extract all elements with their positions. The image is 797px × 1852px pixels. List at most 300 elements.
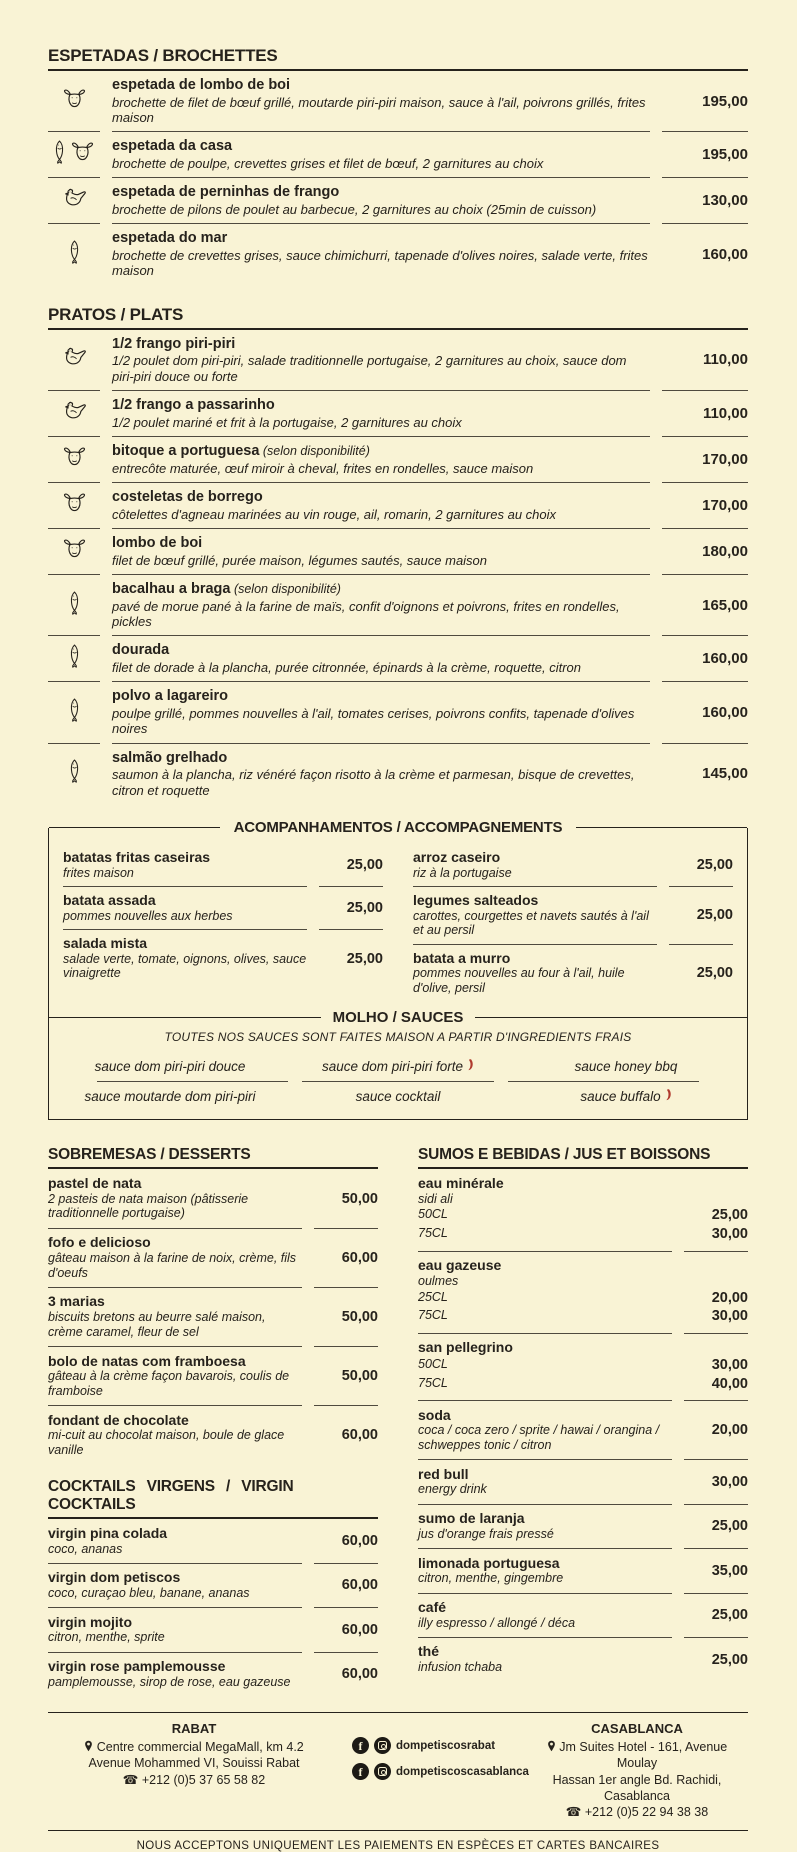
sauce-item — [291, 1088, 505, 1104]
item-text — [48, 1570, 302, 1600]
menu-item — [48, 1608, 378, 1651]
separator-line — [662, 223, 748, 224]
rabat-phone-number: +212 (0)5 37 65 58 82 — [141, 1772, 266, 1787]
espetadas-item-list — [48, 71, 748, 285]
casablanca-address-line-2: Hassan 1er angle Bd. Rachidi, Casablanca — [552, 1772, 722, 1803]
menu-item — [413, 887, 733, 944]
item-name: batata a murro — [413, 949, 511, 966]
item-description: biscuits bretons au beurre salé maison, crème caramel, fleur de sel — [48, 1310, 266, 1339]
item-price: 25,00 — [711, 1607, 748, 1624]
divider-line — [49, 827, 220, 828]
menu-item — [48, 1653, 378, 1696]
separator-line — [48, 574, 100, 575]
separator-line — [63, 929, 307, 930]
item-name-line — [112, 750, 650, 767]
item-name-line — [112, 397, 650, 414]
item-price: 60,00 — [341, 1621, 378, 1638]
item-description: filet de dorade à la plancha, purée citronnée, épinards à la crème, roquette, citron — [112, 659, 582, 675]
separator-line — [684, 1400, 748, 1401]
separator-line — [63, 886, 307, 887]
separator-line — [418, 1459, 672, 1460]
separator-line — [662, 482, 748, 483]
separator-line — [684, 1251, 748, 1252]
separator-line — [48, 177, 100, 178]
item-name: batatas fritas caseiras — [63, 848, 211, 865]
menu-item — [48, 1519, 378, 1562]
item-name: bitoque a portuguesa — [112, 442, 260, 459]
section-drinks — [418, 1146, 748, 1681]
item-text — [48, 1294, 302, 1339]
separator-line — [48, 482, 100, 483]
item-price: 25,00 — [346, 857, 383, 874]
item-text — [112, 750, 650, 798]
item-description: brochette de filet de bœuf grillé, moutarde piri-piri maison, sauce à l'ail, poivrons grillés, frites maison — [112, 94, 646, 125]
separator-line — [418, 1504, 672, 1505]
item-name: virgin pina colada — [48, 1524, 168, 1541]
menu-item — [48, 529, 748, 574]
separator-line — [97, 1081, 288, 1082]
item-price: 50,00 — [341, 1308, 378, 1325]
separator-line — [48, 1287, 302, 1288]
item-separator — [413, 944, 733, 945]
fish-icon — [68, 238, 81, 271]
separator-line — [112, 574, 650, 575]
item-description: oulmes — [418, 1273, 459, 1288]
item-name-line — [112, 489, 650, 506]
item-icons — [48, 446, 100, 473]
location-rabat — [48, 1721, 340, 1788]
sauce-row — [63, 1082, 733, 1111]
item-separator — [48, 574, 748, 575]
item-description: brochette de pilons de poulet au barbecue, 2 garnitures au choix (25min de cuisson) — [112, 202, 597, 217]
item-separator — [48, 390, 748, 391]
item-name: batata assada — [63, 892, 156, 909]
item-name: espetada da casa — [112, 138, 233, 155]
separator-line — [112, 177, 650, 178]
sauce-item — [63, 1088, 277, 1104]
menu-item — [48, 682, 748, 742]
item-price: 170,00 — [702, 496, 748, 514]
separator-line — [662, 574, 748, 575]
item-note: (selon disponibilité) — [259, 443, 370, 458]
item-icons — [48, 138, 100, 171]
section-pratos — [48, 305, 748, 804]
menu-item — [418, 1252, 748, 1333]
item-text — [112, 230, 650, 278]
item-price: 160,00 — [702, 650, 748, 668]
separator-line — [662, 436, 748, 437]
item-description: pommes nouvelles au four à l'ail, huile d'olive, persil — [413, 966, 625, 995]
separator-line — [418, 1400, 672, 1401]
separator-line — [48, 528, 100, 529]
item-text — [48, 1354, 302, 1399]
item-text — [48, 1176, 302, 1221]
item-description: filet de bœuf grillé, purée maison, légumes sautés, sauce maison — [112, 552, 488, 568]
separator-line — [112, 482, 650, 483]
separator-line — [48, 1228, 302, 1229]
item-description: 1/2 poulet dom piri-piri, salade traditionnelle portugaise, 2 garnitures au choix, sauce dom piri-piri douce ou forte — [112, 353, 627, 384]
sauce-name: sauce dom piri-piri douce — [94, 1058, 246, 1074]
pratos-item-list — [48, 330, 748, 804]
separator-line — [112, 743, 650, 744]
separator-line — [662, 177, 748, 178]
menu-item — [48, 483, 748, 528]
item-description: pavé de morue pané à la farine de maïs, confit d'oignons et poivrons, frites en rondelles, pickles — [112, 598, 620, 629]
fish-icon — [68, 696, 81, 729]
item-separator — [48, 1607, 378, 1608]
rabat-phone — [48, 1772, 340, 1789]
separator-line — [314, 1652, 378, 1653]
menu-item — [48, 1169, 378, 1227]
item-name: virgin dom petiscos — [48, 1569, 181, 1586]
item-price: 25,00 — [711, 1518, 748, 1535]
menu-item — [48, 132, 748, 177]
separator-line — [314, 1607, 378, 1608]
item-price: 165,00 — [702, 596, 748, 614]
separator-line — [112, 131, 650, 132]
item-name-line — [112, 138, 650, 155]
menu-item — [48, 1347, 378, 1405]
menu-item — [48, 744, 748, 804]
menu-item — [48, 1229, 378, 1287]
menu-item — [48, 71, 748, 131]
menu-item — [418, 1169, 748, 1250]
item-separator — [418, 1504, 748, 1505]
sauce-item — [291, 1058, 505, 1074]
item-name: limonada portuguesa — [418, 1554, 560, 1571]
item-description: saumon à la plancha, riz vénéré façon risotto à la crème et parmesan, bisque de crevettes, citron et roquette — [112, 767, 635, 798]
rabat-title: RABAT — [171, 1721, 217, 1737]
separator-line — [684, 1637, 748, 1638]
item-text — [112, 397, 650, 430]
item-name: sumo de laranja — [418, 1510, 525, 1527]
separator-line — [48, 131, 100, 132]
menu-item — [63, 844, 383, 886]
desserts-item-list — [48, 1169, 378, 1464]
item-name: virgin mojito — [48, 1613, 132, 1630]
item-description: entrecôte maturée, œuf miroir à cheval, frites en rondelles, sauce maison — [112, 460, 534, 476]
item-name-line — [112, 230, 650, 247]
item-name: fondant de chocolate — [48, 1411, 189, 1428]
casablanca-address-line-1 — [526, 1739, 748, 1772]
size-label: 50CL — [418, 1356, 448, 1371]
menu-item — [48, 178, 748, 223]
payment-note: NOUS ACCEPTONS UNIQUEMENT LES PAIEMENTS EN ESPÈCES ET CARTES BANCAIRES — [136, 1839, 660, 1852]
size-row — [418, 1356, 748, 1375]
size-label: 25CL — [418, 1289, 448, 1304]
item-separator — [48, 131, 748, 132]
item-separator — [63, 886, 383, 887]
item-description: pommes nouvelles aux herbes — [63, 908, 233, 923]
item-price: 180,00 — [702, 542, 748, 560]
item-price: 110,00 — [702, 404, 748, 422]
item-price: 60,00 — [341, 1427, 378, 1444]
separator-line — [662, 131, 748, 132]
facebook-icon: f — [352, 1763, 369, 1780]
item-separator — [48, 1346, 378, 1347]
section-title-cocktails: COCKTAILS VIRGENS / VIRGIN COCKTAILS — [48, 1478, 378, 1519]
item-icons — [48, 88, 100, 115]
sauce-item — [63, 1058, 277, 1074]
sauces-title-row — [49, 1009, 747, 1026]
item-text — [63, 850, 307, 880]
item-description: 1/2 poulet mariné et frit à la portugaise, 2 garnitures au choix — [112, 414, 462, 430]
item-name: virgin rose pamplemousse — [48, 1658, 226, 1675]
item-description: energy drink — [418, 1482, 487, 1497]
separator-line — [684, 1333, 748, 1334]
item-name: espetada de lombo de boi — [112, 77, 291, 93]
item-name-line — [112, 581, 650, 598]
separator-line — [48, 681, 100, 682]
size-label: 75CL — [418, 1226, 448, 1241]
sauce-name: sauce moutarde dom piri-piri — [84, 1088, 256, 1104]
item-name: costeletas de borrego — [112, 488, 263, 505]
item-text — [112, 77, 650, 125]
casablanca-phone — [526, 1804, 748, 1821]
separator-line — [48, 390, 100, 391]
menu-item — [48, 437, 748, 482]
item-description: infusion tchaba — [418, 1660, 503, 1675]
separator-line — [413, 944, 657, 945]
section-title-sauces: MOLHO / SAUCES — [332, 1009, 464, 1027]
item-name: 3 marias — [48, 1293, 105, 1310]
item-price: 25,00 — [346, 900, 383, 917]
item-description: 2 pasteis de nata maison (pâtisserie traditionnelle portugaise) — [48, 1191, 249, 1221]
size-label: 50CL — [418, 1207, 448, 1222]
menu-item — [48, 636, 748, 681]
separator-line — [48, 1652, 302, 1653]
item-text — [48, 1413, 302, 1458]
item-separator — [48, 1287, 378, 1288]
item-text — [112, 184, 650, 217]
menu-item — [48, 1564, 378, 1607]
item-text — [112, 443, 650, 476]
rabat-address-line-1 — [48, 1739, 340, 1755]
item-description: poulpe grillé, pommes nouvelles à l'ail, tomates cerises, poivrons confits, tapenade d'olives noires — [112, 705, 635, 737]
casablanca-title: CASABLANCA — [591, 1721, 683, 1737]
item-text — [48, 1235, 302, 1280]
item-separator — [63, 929, 383, 930]
separator-line — [684, 1593, 748, 1594]
item-price: 30,00 — [711, 1473, 748, 1490]
menu-item — [48, 1406, 378, 1464]
item-separator — [48, 743, 748, 744]
rabat-address-text-1: Centre commercial MegaMall, km 4.2 — [96, 1740, 304, 1755]
item-separator — [418, 1593, 748, 1594]
sauce-item — [519, 1088, 733, 1104]
item-name: salada mista — [63, 935, 148, 952]
item-text — [112, 688, 650, 736]
separator-line — [112, 528, 650, 529]
item-text — [48, 1659, 302, 1689]
item-price: 20,00 — [711, 1422, 748, 1439]
separator-line — [48, 1563, 302, 1564]
chicken-icon — [61, 346, 88, 373]
drinks-item-list — [418, 1169, 748, 1681]
separator-line — [48, 635, 100, 636]
item-text — [413, 850, 657, 880]
separator-line — [413, 886, 657, 887]
separator-line — [418, 1548, 672, 1549]
item-separator — [418, 1459, 748, 1460]
separator-line — [418, 1333, 672, 1334]
chili-icon — [664, 1088, 672, 1104]
item-separator — [48, 1228, 378, 1229]
item-separator — [418, 1637, 748, 1638]
map-pin-icon — [84, 1740, 93, 1752]
item-separator — [48, 528, 748, 529]
cow-icon — [61, 492, 88, 519]
sauce-name: sauce dom piri-piri forte — [321, 1058, 464, 1074]
item-description: illy espresso / allongé / déca — [418, 1615, 576, 1630]
separator-line — [48, 436, 100, 437]
item-text — [418, 1511, 672, 1541]
item-price: 25,00 — [696, 857, 733, 874]
item-description: coco, ananas — [48, 1541, 123, 1556]
social-row-casablanca — [352, 1763, 529, 1780]
separator-line — [48, 1607, 302, 1608]
item-price: 130,00 — [702, 192, 748, 210]
menu-item — [418, 1505, 748, 1548]
item-icons — [48, 589, 100, 622]
item-separator — [48, 1405, 378, 1406]
menu-item — [413, 844, 733, 886]
item-price: 60,00 — [341, 1577, 378, 1594]
menu-item — [63, 930, 383, 987]
separator-line — [314, 1287, 378, 1288]
separator-line — [319, 886, 383, 887]
separator-line — [112, 681, 650, 682]
item-description: côtelettes d'agneau marinées au vin rouge, ail, romarin, 2 garnitures au choix — [112, 506, 557, 522]
social-block — [340, 1721, 529, 1780]
item-price: 25,00 — [346, 950, 383, 967]
item-separator — [48, 482, 748, 483]
item-text — [418, 1556, 672, 1586]
item-description: sidi ali — [418, 1191, 453, 1206]
item-icons — [48, 238, 100, 271]
item-price: 25,00 — [711, 1651, 748, 1668]
item-name: soda — [418, 1406, 451, 1423]
item-price: 110,00 — [702, 351, 748, 369]
separator-line — [669, 944, 733, 945]
menu-item — [418, 1460, 748, 1503]
section-title-espetadas: ESPETADAS / BROCHETTES — [48, 46, 748, 71]
item-name: dourada — [112, 642, 170, 659]
social-row-rabat — [352, 1737, 495, 1754]
item-text — [48, 1526, 302, 1556]
cow-icon — [61, 538, 88, 565]
menu-item — [418, 1401, 748, 1459]
separator-line — [48, 1346, 302, 1347]
separator-line — [314, 1346, 378, 1347]
item-price: 60,00 — [341, 1249, 378, 1266]
item-name: arroz caseiro — [413, 848, 501, 865]
item-name: bolo de natas com framboesa — [48, 1352, 246, 1369]
item-icons — [48, 492, 100, 519]
item-text — [112, 535, 650, 568]
item-price: 60,00 — [341, 1666, 378, 1683]
map-pin-icon — [547, 1740, 556, 1752]
item-description: carottes, courgettes et navets sautés à l'ail et au persil — [413, 908, 649, 938]
menu-item — [418, 1638, 748, 1681]
casablanca-phone-number: +212 (0)5 22 94 38 38 — [584, 1805, 709, 1820]
item-name: red bull — [418, 1465, 469, 1482]
item-name: legumes salteados — [413, 892, 539, 909]
fish-icon — [68, 589, 81, 622]
size-price: 25,00 — [711, 1207, 748, 1224]
bottom-columns — [48, 1146, 748, 1696]
item-text — [418, 1467, 672, 1497]
accompaniments-columns — [63, 844, 733, 1002]
fish-icon — [68, 642, 81, 675]
item-name-line — [112, 688, 650, 705]
menu-item — [48, 575, 748, 635]
item-description: pamplemousse, sirop de rose, eau gazeuse — [48, 1674, 291, 1689]
item-name: salmão grelhado — [112, 749, 228, 766]
location-casablanca — [526, 1721, 748, 1821]
section-title-drinks: SUMOS E BEBIDAS / JUS ET BOISSONS — [418, 1146, 748, 1169]
item-separator — [48, 1652, 378, 1653]
separator-line — [319, 929, 383, 930]
item-name: eau minérale — [418, 1174, 504, 1191]
separator-line — [684, 1504, 748, 1505]
menu-item — [413, 945, 733, 1002]
item-separator — [48, 223, 748, 224]
separator-line — [669, 886, 733, 887]
instagram-icon — [374, 1763, 391, 1780]
item-text — [112, 581, 650, 629]
fish-icon — [68, 757, 81, 790]
item-separator — [413, 886, 733, 887]
separator-line — [662, 528, 748, 529]
item-name: café — [418, 1599, 447, 1615]
item-separator — [48, 635, 748, 636]
item-price: 160,00 — [702, 245, 748, 263]
sauce-item — [519, 1058, 733, 1074]
size-label: 75CL — [418, 1375, 448, 1390]
item-text — [48, 1615, 302, 1645]
menu-item — [48, 391, 748, 436]
item-name: 1/2 frango piri-piri — [112, 335, 236, 352]
social-handle-casablanca: dompetiscoscasablanca — [396, 1765, 529, 1778]
size-row — [418, 1307, 748, 1326]
item-name: 1/2 frango a passarinho — [112, 396, 275, 413]
separator-line — [662, 681, 748, 682]
item-text — [112, 489, 650, 522]
sauces-list — [63, 1052, 733, 1111]
phone-icon: ☎ — [122, 1772, 139, 1787]
item-name: thé — [418, 1643, 439, 1660]
instagram-icon — [374, 1737, 391, 1754]
item-description: riz à la portugaise — [413, 865, 512, 880]
item-text — [112, 138, 650, 171]
item-icons — [48, 757, 100, 790]
separator-line — [314, 1228, 378, 1229]
item-name-line — [112, 642, 650, 659]
size-row — [418, 1375, 748, 1394]
size-row — [418, 1225, 748, 1244]
cocktails-item-list — [48, 1519, 378, 1696]
chili-icon — [466, 1058, 474, 1074]
separator-line — [418, 1637, 672, 1638]
accompaniments-left-column — [63, 844, 383, 1002]
item-description: frites maison — [63, 865, 134, 880]
separator-line — [112, 390, 650, 391]
facebook-icon: f — [352, 1737, 369, 1754]
fish-icon — [53, 138, 66, 171]
item-price: 195,00 — [702, 92, 748, 110]
accompaniments-right-column — [413, 844, 733, 1002]
